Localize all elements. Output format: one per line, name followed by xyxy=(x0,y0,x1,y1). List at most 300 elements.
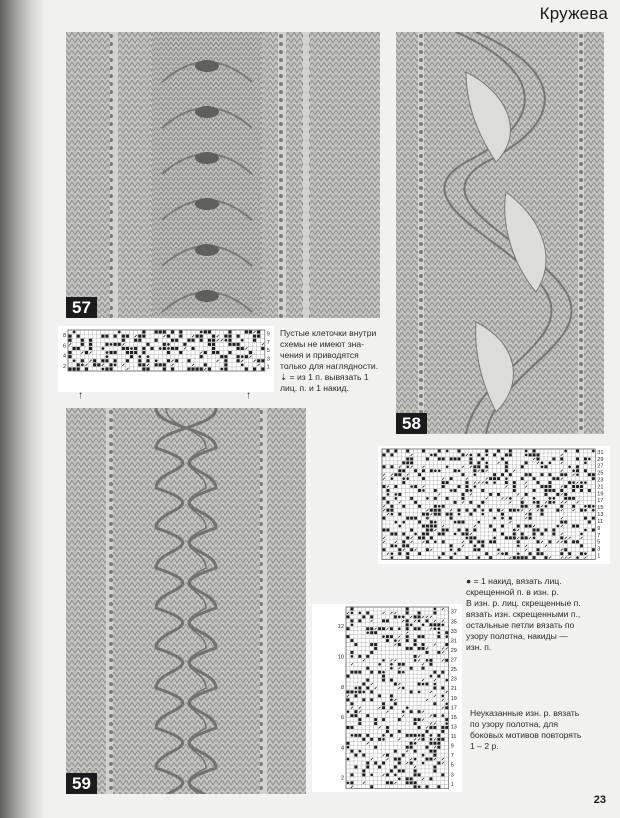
chart-cell-filled xyxy=(138,363,141,366)
chart-yarn-over xyxy=(347,758,350,761)
chart-cell-filled xyxy=(414,718,417,721)
chart-cell-filled xyxy=(261,359,264,362)
chart-cell-filled xyxy=(525,461,528,464)
chart-yarn-over xyxy=(430,738,433,741)
chart-cell-filled xyxy=(434,453,437,456)
chart-cell-filled xyxy=(114,335,117,338)
chart-yarn-over xyxy=(568,465,571,468)
chart-cell-filled xyxy=(580,489,583,492)
row-label: 23 xyxy=(597,477,604,484)
chart-cell-filled xyxy=(576,525,579,528)
row-label: 11 xyxy=(597,518,604,525)
chart-cell-filled xyxy=(159,331,162,334)
chart-cell-filled xyxy=(489,525,492,528)
chart-cell-filled xyxy=(513,481,516,484)
chart-yarn-over xyxy=(394,639,397,642)
chart-cell-filled xyxy=(525,536,528,539)
chart-cell-filled xyxy=(537,505,540,508)
chart-cell-filled xyxy=(110,367,113,370)
chart-cell-filled xyxy=(212,335,215,338)
row-label: 3 xyxy=(597,546,601,553)
chart-cell-filled xyxy=(446,497,449,500)
chart-cell-filled xyxy=(390,453,393,456)
chart-cell-filled xyxy=(454,501,457,504)
chart-yarn-over xyxy=(362,691,365,694)
chart-cell-filled xyxy=(438,532,441,535)
chart-yarn-over xyxy=(422,489,425,492)
chart-yarn-over xyxy=(402,616,405,619)
chart-cell-filled xyxy=(450,513,453,516)
chart-cell-filled xyxy=(374,631,377,634)
chart-cell-filled xyxy=(580,552,583,555)
chart-cell-filled xyxy=(572,505,575,508)
chart-cell-filled xyxy=(465,485,468,488)
chart-yarn-over xyxy=(414,659,417,662)
chart-cell-filled xyxy=(386,529,389,532)
chart-cell-filled xyxy=(548,501,551,504)
chart-cell-filled xyxy=(505,536,508,539)
chart-cell-filled xyxy=(89,343,92,346)
chart-cell-filled xyxy=(533,477,536,480)
chart-cell-filled xyxy=(402,769,405,772)
chart-cell-filled xyxy=(402,532,405,535)
chart-cell-filled xyxy=(556,493,559,496)
chart-yarn-over xyxy=(398,778,401,781)
chart-yarn-over xyxy=(458,469,461,472)
chart-yarn-over xyxy=(481,513,484,516)
chart-cell-filled xyxy=(122,335,125,338)
chart-cell-filled xyxy=(465,529,468,532)
chart-cell-filled xyxy=(101,335,104,338)
chart-cell-filled xyxy=(179,335,182,338)
chart-cell-filled xyxy=(433,742,436,745)
knit-photo-59 xyxy=(66,408,306,794)
chart-cell-filled xyxy=(410,529,413,532)
chart-cell-filled xyxy=(204,351,207,354)
chart-yarn-over xyxy=(470,489,473,492)
chart-cell-filled xyxy=(187,339,190,342)
chart-cell-filled xyxy=(358,722,361,725)
chart-yarn-over xyxy=(106,355,109,358)
chart-cell-filled xyxy=(406,457,409,460)
chart-cell-filled xyxy=(533,532,536,535)
chart-cell-filled xyxy=(438,450,441,453)
chart-cell-filled xyxy=(366,766,369,769)
chart-cell-filled xyxy=(446,529,449,532)
chart-cell-filled xyxy=(382,619,385,622)
chart-cell-filled xyxy=(383,548,386,551)
chart-cell-filled xyxy=(81,339,84,342)
chart-cell-filled xyxy=(513,485,516,488)
chart-cell-filled xyxy=(382,706,385,709)
chart-yarn-over xyxy=(241,339,244,342)
section-title: Кружева xyxy=(539,4,608,23)
chart-cell-filled xyxy=(390,509,393,512)
chart-cell-filled xyxy=(114,351,117,354)
chart-yarn-over xyxy=(556,525,559,528)
chart-cell-filled xyxy=(81,343,84,346)
knit-texture-57 xyxy=(66,32,380,318)
chart-cell-filled xyxy=(509,473,512,476)
chart-cell-filled xyxy=(580,485,583,488)
chart-cell-filled xyxy=(138,335,141,338)
chart-cell-filled xyxy=(525,505,528,508)
chart-cell-filled xyxy=(146,343,149,346)
chart-yarn-over xyxy=(410,485,413,488)
chart-cell-filled xyxy=(204,363,207,366)
chart-cell-filled xyxy=(437,785,440,788)
chart-cell-filled xyxy=(187,367,190,370)
chart-yarn-over xyxy=(351,655,354,658)
chart-cell-filled xyxy=(402,469,405,472)
chart-cell-filled xyxy=(576,485,579,488)
chart-cell-filled xyxy=(442,457,445,460)
chart-cell-filled xyxy=(406,552,409,555)
row-label: 2 xyxy=(340,775,344,782)
chart-yarn-over xyxy=(402,521,405,524)
chart-cell-filled xyxy=(560,457,563,460)
row-label: 17 xyxy=(450,705,457,712)
chart-yarn-over xyxy=(430,454,433,457)
chart-cell-filled xyxy=(354,671,357,674)
chart-cell-filled xyxy=(370,671,373,674)
chart-cell-filled xyxy=(163,347,166,350)
chart-cell-filled xyxy=(465,556,468,559)
chart-cell-filled xyxy=(142,347,145,350)
chart-yarn-over xyxy=(549,497,552,500)
chart-cell-filled xyxy=(533,453,536,456)
chart-cell-filled xyxy=(390,734,393,737)
chart-yarn-over xyxy=(418,691,421,694)
chart-cell-filled xyxy=(505,481,508,484)
chart-cell-filled xyxy=(422,513,425,516)
chart-yarn-over xyxy=(410,623,413,626)
chart-57-grid xyxy=(58,326,274,392)
chart-cell-filled xyxy=(410,548,413,551)
chart-cell-filled xyxy=(354,714,357,717)
chart-cell-filled xyxy=(418,611,421,614)
chart-cell-filled xyxy=(394,485,397,488)
chart-cell-filled xyxy=(592,477,595,480)
chart-cell-filled xyxy=(390,781,393,784)
chart-cell-filled xyxy=(354,710,357,713)
chart-cell-filled xyxy=(426,532,429,535)
chart-cell-filled xyxy=(362,683,365,686)
chart-cell-filled xyxy=(347,690,350,693)
chart-cell-filled xyxy=(584,469,587,472)
chart-cell-filled xyxy=(529,525,532,528)
chart-cell-filled xyxy=(362,769,365,772)
lace-eyelet xyxy=(195,106,219,118)
row-label: 1 xyxy=(450,781,454,788)
chart-yarn-over xyxy=(200,331,203,334)
chart-cell-filled xyxy=(394,615,397,618)
row-label: 3 xyxy=(450,772,454,779)
chart-cell-filled xyxy=(548,473,551,476)
chart-cell-filled xyxy=(529,552,532,555)
chart-cell-filled xyxy=(426,540,429,543)
chart-cell-filled xyxy=(126,359,129,362)
chart-cell-filled xyxy=(350,690,353,693)
chart-cell-filled xyxy=(386,781,389,784)
chart-cell-filled xyxy=(212,339,215,342)
chart-yarn-over xyxy=(351,623,354,626)
chart-cell-filled xyxy=(429,758,432,761)
arrow-right: ↑ xyxy=(246,390,251,401)
chart-yarn-over xyxy=(114,363,117,366)
chart-cell-filled xyxy=(394,683,397,686)
chart-cell-filled xyxy=(374,746,377,749)
chart-cell-filled xyxy=(572,525,575,528)
chart-cell-filled xyxy=(521,505,524,508)
chart-cell-filled xyxy=(398,718,401,721)
chart-cell-filled xyxy=(354,643,357,646)
chart-cell-filled xyxy=(426,525,429,528)
chart-cell-filled xyxy=(93,363,96,366)
chart-cell-filled xyxy=(383,497,386,500)
chart-cell-filled xyxy=(237,343,240,346)
chart-cell-filled xyxy=(462,497,465,500)
chart-cell-filled xyxy=(192,339,195,342)
knit-texture-58 xyxy=(396,32,604,434)
note-57: Пустые клеточки внутри схемы не имеют зна- чения и приводятся только для наглядности. ⇣ = из 1 п. вывязать 1 лиц. п. и 1 накид. xyxy=(280,328,379,393)
chart-cell-filled xyxy=(130,351,133,354)
chart-cell-filled xyxy=(513,556,516,559)
chart-cell-filled xyxy=(588,489,591,492)
chart-cell-filled xyxy=(560,505,563,508)
chart-yarn-over xyxy=(406,706,409,709)
chart-cell-filled xyxy=(155,339,158,342)
chart-cell-filled xyxy=(406,635,409,638)
chart-cell-filled xyxy=(418,718,421,721)
chart-cell-filled xyxy=(146,367,149,370)
chart-cell-filled xyxy=(110,363,113,366)
chart-cell-filled xyxy=(366,655,369,658)
chart-cell-filled xyxy=(134,347,137,350)
chart-cell-filled xyxy=(347,627,350,630)
chart-cell-filled xyxy=(548,481,551,484)
chart-cell-filled xyxy=(458,521,461,524)
chart-cell-filled xyxy=(167,359,170,362)
chart-cell-filled xyxy=(541,513,544,516)
chart-cell-filled xyxy=(418,536,421,539)
chart-cell-filled xyxy=(414,750,417,753)
chart-yarn-over xyxy=(580,481,583,484)
chart-cell-filled xyxy=(529,513,532,516)
chart-cell-filled xyxy=(529,453,532,456)
chart-yarn-over xyxy=(441,623,444,626)
chart-cell-filled xyxy=(73,367,76,370)
chart-yarn-over xyxy=(466,537,469,540)
chart-yarn-over xyxy=(509,497,512,500)
chart-cell-filled xyxy=(433,754,436,757)
chart-cell-filled xyxy=(541,509,544,512)
chart-cell-filled xyxy=(541,485,544,488)
chart-cell-filled xyxy=(347,726,350,729)
chart-cell-filled xyxy=(208,331,211,334)
chart-yarn-over xyxy=(414,533,417,536)
chart-cell-filled xyxy=(358,734,361,737)
chart-cell-filled xyxy=(394,532,397,535)
chart-cell-filled xyxy=(481,469,484,472)
chart-cell-filled xyxy=(572,489,575,492)
chart-yarn-over xyxy=(592,505,595,508)
chart-cell-filled xyxy=(114,343,117,346)
chart-yarn-over xyxy=(505,477,508,480)
chart-cell-filled xyxy=(414,722,417,725)
chart-cell-filled xyxy=(441,726,444,729)
chart-yarn-over xyxy=(378,663,381,666)
chart-yarn-over xyxy=(422,762,425,765)
chart-yarn-over xyxy=(446,465,449,468)
chart-cell-filled xyxy=(537,457,540,460)
chart-cell-filled xyxy=(105,343,108,346)
chart-cell-filled xyxy=(426,651,429,654)
chart-cell-filled xyxy=(564,521,567,524)
chart-cell-filled xyxy=(430,529,433,532)
chart-cell-filled xyxy=(450,556,453,559)
row-label: 7 xyxy=(597,532,601,539)
chart-cell-filled xyxy=(438,457,441,460)
chart-cell-filled xyxy=(485,465,488,468)
chart-cell-filled xyxy=(433,766,436,769)
chart-cell-filled xyxy=(386,726,389,729)
chart-cell-filled xyxy=(414,781,417,784)
chart-cell-filled xyxy=(422,635,425,638)
chart-cell-filled xyxy=(414,615,417,618)
chart-cell-filled xyxy=(493,477,496,480)
chart-cell-filled xyxy=(433,714,436,717)
chart-cell-filled xyxy=(386,635,389,638)
page-binding-shadow xyxy=(0,0,46,818)
chart-cell-filled xyxy=(69,355,72,358)
chart-cell-filled xyxy=(517,556,520,559)
chart-cell-filled xyxy=(358,687,361,690)
chart-cell-filled xyxy=(362,615,365,618)
chart-cell-filled xyxy=(533,529,536,532)
pattern-number-58: 58 xyxy=(396,413,427,434)
chart-cell-filled xyxy=(552,477,555,480)
chart-cell-filled xyxy=(442,505,445,508)
chart-yarn-over xyxy=(441,695,444,698)
chart-yarn-over xyxy=(138,355,141,358)
chart-cell-filled xyxy=(450,457,453,460)
chart-cell-filled xyxy=(228,331,231,334)
row-label: 1 xyxy=(266,364,270,371)
chart-cell-filled xyxy=(564,540,567,543)
chart-cell-filled xyxy=(548,489,551,492)
chart-cell-filled xyxy=(257,359,260,362)
chart-cell-filled xyxy=(69,351,72,354)
chart-cell-filled xyxy=(513,489,516,492)
chart-cell-filled xyxy=(204,331,207,334)
chart-cell-filled xyxy=(85,351,88,354)
chart-yarn-over xyxy=(572,481,575,484)
chart-yarn-over xyxy=(553,501,556,504)
chart-cell-filled xyxy=(69,367,72,370)
chart-cell-filled xyxy=(564,473,567,476)
chart-cell-filled xyxy=(442,552,445,555)
chart-yarn-over xyxy=(382,659,385,662)
chart-cell-filled xyxy=(354,694,357,697)
chart-cell-filled xyxy=(517,525,520,528)
chart-yarn-over xyxy=(106,351,109,354)
chart-cell-filled xyxy=(544,493,547,496)
chart-cell-filled xyxy=(422,667,425,670)
chart-yarn-over xyxy=(477,556,480,559)
chart-cell-filled xyxy=(426,548,429,551)
chart-cell-filled xyxy=(97,363,100,366)
chart-yarn-over xyxy=(406,477,409,480)
chart-cell-filled xyxy=(454,469,457,472)
chart-yarn-over xyxy=(414,758,417,761)
chart-cell-filled xyxy=(105,359,108,362)
chart-cell-filled xyxy=(374,722,377,725)
chart-cell-filled xyxy=(576,540,579,543)
chart-yarn-over xyxy=(130,347,133,350)
chart-yarn-over xyxy=(434,608,437,611)
chart-cell-filled xyxy=(406,619,409,622)
chart-yarn-over xyxy=(485,462,488,465)
chart-cell-filled xyxy=(350,651,353,654)
chart-cell-filled xyxy=(253,335,256,338)
chart-cell-filled xyxy=(402,540,405,543)
chart-cell-filled xyxy=(110,351,113,354)
chart-cell-filled xyxy=(142,363,145,366)
chart-cell-filled xyxy=(529,517,532,520)
chart-yarn-over xyxy=(545,505,548,508)
chart-cell-filled xyxy=(509,450,512,453)
chart-cell-filled xyxy=(437,738,440,741)
row-label: 11 xyxy=(450,734,457,741)
row-label: 3 xyxy=(266,356,270,363)
chart-cell-filled xyxy=(370,615,373,618)
chart-cell-filled xyxy=(501,457,504,460)
chart-cell-filled xyxy=(200,355,203,358)
chart-cell-filled xyxy=(437,762,440,765)
chart-yarn-over xyxy=(391,556,394,559)
chart-cell-filled xyxy=(505,453,508,456)
chart-yarn-over xyxy=(118,331,121,334)
chart-cell-filled xyxy=(485,552,488,555)
chart-yarn-over xyxy=(525,454,528,457)
chart-cell-filled xyxy=(437,746,440,749)
chart-cell-filled xyxy=(85,367,88,370)
chart-cell-filled xyxy=(347,698,350,701)
chart-cell-filled xyxy=(382,762,385,765)
chart-yarn-over xyxy=(430,675,433,678)
chart-cell-filled xyxy=(560,521,563,524)
chart-cell-filled xyxy=(481,540,484,543)
chart-cell-filled xyxy=(505,552,508,555)
chart-cell-filled xyxy=(434,513,437,516)
chart-cell-filled xyxy=(69,339,72,342)
chart-cell-filled xyxy=(347,675,350,678)
chart-cell-filled xyxy=(241,347,244,350)
chart-cell-filled xyxy=(462,453,465,456)
chart-cell-filled xyxy=(410,710,413,713)
chart-cell-filled xyxy=(458,548,461,551)
chart-cell-filled xyxy=(406,746,409,749)
chart-cell-filled xyxy=(450,517,453,520)
chart-cell-filled xyxy=(378,738,381,741)
row-label: 23 xyxy=(450,676,457,683)
chart-cell-filled xyxy=(89,347,92,350)
chart-cell-filled xyxy=(257,335,260,338)
chart-cell-filled xyxy=(437,675,440,678)
chart-cell-filled xyxy=(179,331,182,334)
chart-cell-filled xyxy=(537,453,540,456)
